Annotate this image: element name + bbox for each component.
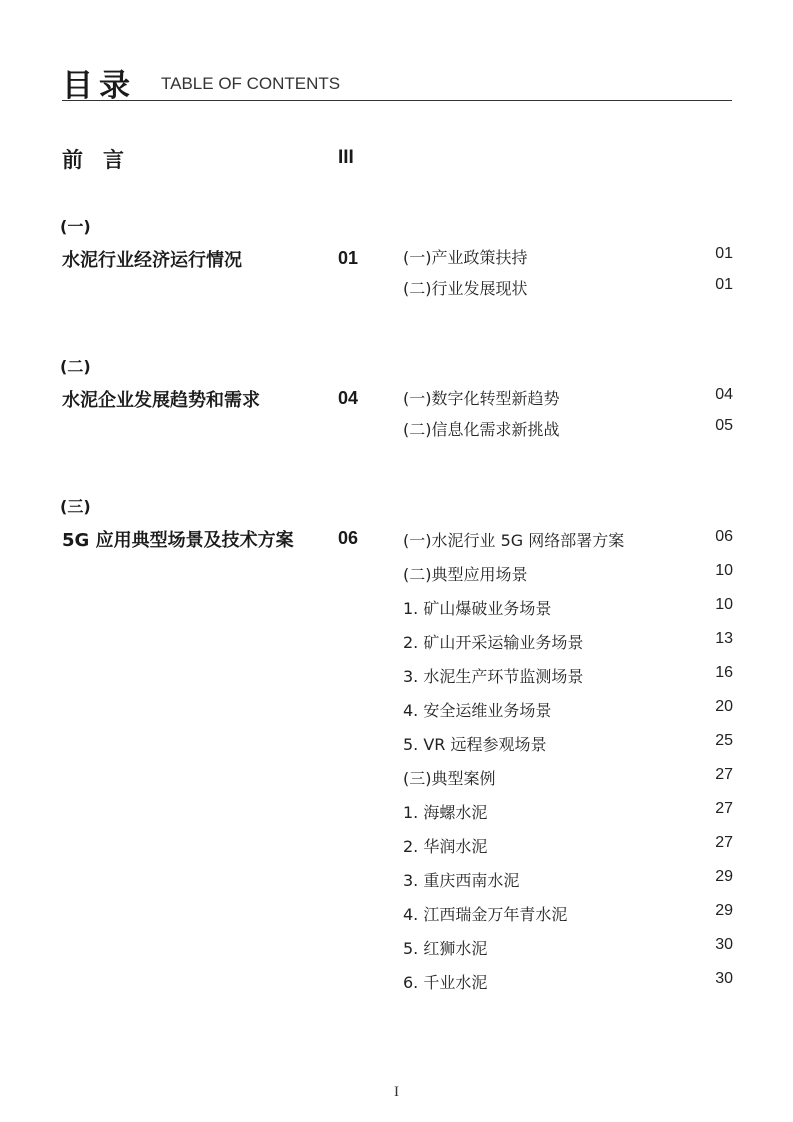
chapter-3-page: 06 [338, 528, 359, 548]
entry-page: 13 [715, 630, 733, 647]
toc-entry[interactable] [403, 528, 733, 552]
toc-entry[interactable] [403, 800, 733, 824]
entry-page: 29 [715, 868, 733, 885]
entry-label: (一)水泥行业 5G 网络部署方案 [403, 531, 625, 550]
entry-label: 4. 江西瑞金万年青水泥 [403, 905, 568, 924]
chapter-2-page: 04 [338, 388, 359, 408]
entry-page: 05 [715, 417, 733, 434]
entry-page: 10 [715, 562, 733, 579]
entry-page: 25 [715, 732, 733, 749]
entry-label: 2. 华润水泥 [403, 837, 488, 856]
toc-entry[interactable] [403, 970, 733, 994]
toc-entry[interactable] [403, 664, 733, 688]
entry-page: 04 [715, 386, 733, 403]
chapter-3-title[interactable]: 5G 应用典型场景及技术方案 [62, 530, 294, 551]
preface-link[interactable]: 前言 [62, 148, 144, 172]
toc-entry[interactable] [403, 245, 733, 269]
entry-page: 27 [715, 766, 733, 783]
entry-label: 2. 矿山开采运输业务场景 [403, 633, 584, 652]
entry-page: 20 [715, 698, 733, 715]
entry-label: 3. 重庆西南水泥 [403, 871, 520, 890]
toc-header [62, 56, 732, 104]
entry-page: 30 [715, 970, 733, 987]
entry-page: 01 [715, 245, 733, 262]
entry-page: 16 [715, 664, 733, 681]
toc-entry[interactable] [403, 386, 733, 410]
toc-entry[interactable] [403, 276, 733, 300]
entry-page: 06 [715, 528, 733, 545]
entry-label: (一)数字化转型新趋势 [403, 389, 560, 408]
entry-label: 5. VR 远程参观场景 [403, 735, 547, 754]
page-number: I [394, 1084, 399, 1100]
toc-title: 目录 [62, 68, 136, 104]
chapter-3-number: (三) [60, 497, 91, 516]
entry-page: 10 [715, 596, 733, 613]
entry-label: (二)典型应用场景 [403, 565, 528, 584]
toc-title-english: TABLE OF CONTENTS [161, 74, 341, 93]
entry-label: 1. 海螺水泥 [403, 803, 488, 822]
entry-page: 27 [715, 834, 733, 851]
toc-entry[interactable] [403, 936, 733, 960]
toc-entry[interactable] [403, 766, 733, 790]
chapter-1-page: 01 [338, 248, 359, 268]
toc-entry[interactable] [403, 698, 733, 722]
toc-entry[interactable] [403, 562, 733, 586]
toc-entry[interactable] [403, 732, 733, 756]
entry-label: 4. 安全运维业务场景 [403, 701, 552, 720]
entry-page: 30 [715, 936, 733, 953]
entry-label: (二)行业发展现状 [403, 279, 528, 298]
entry-label: 5. 红狮水泥 [403, 939, 488, 958]
chapter-2-title[interactable]: 水泥企业发展趋势和需求 [62, 390, 260, 411]
chapter-1-title[interactable]: 水泥行业经济运行情况 [62, 250, 242, 271]
entry-page: 01 [715, 276, 733, 293]
chapter-1-number: (一) [60, 217, 91, 236]
toc-entry[interactable] [403, 834, 733, 858]
entry-label: 3. 水泥生产环节监测场景 [403, 667, 584, 686]
toc-entry[interactable] [403, 630, 733, 654]
entry-label: 1. 矿山爆破业务场景 [403, 599, 552, 618]
preface-page-number: III [338, 147, 354, 168]
toc-entry[interactable] [403, 596, 733, 620]
entry-label: (三)典型案例 [403, 769, 496, 788]
chapter-2-number: (二) [60, 357, 91, 376]
entry-page: 27 [715, 800, 733, 817]
entry-label: (一)产业政策扶持 [403, 248, 528, 267]
toc-entry[interactable] [403, 902, 733, 926]
toc-entry[interactable] [403, 417, 733, 441]
entry-label: (二)信息化需求新挑战 [403, 420, 560, 439]
entry-page: 29 [715, 902, 733, 919]
toc-entry[interactable] [403, 868, 733, 892]
entry-label: 6. 千业水泥 [403, 973, 488, 992]
